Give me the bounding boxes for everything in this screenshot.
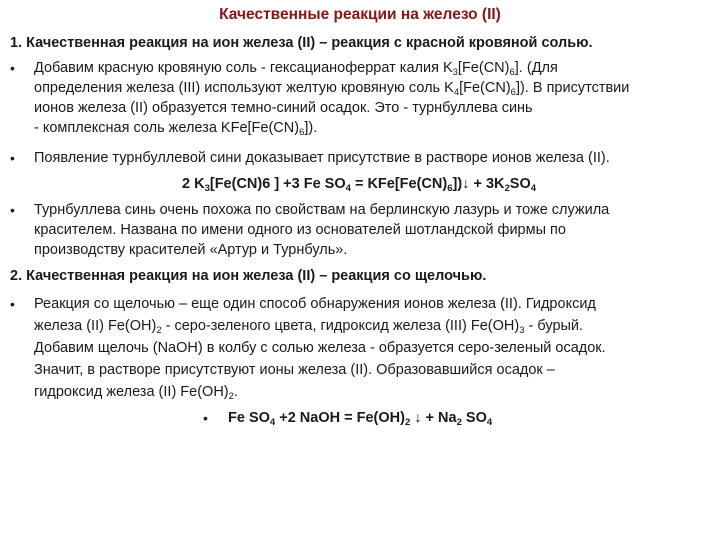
s2-p1-line5: гидроксид железа (II) $Fe(OH)_2$. bbox=[34, 384, 238, 402]
equation-2: Fe $SO_4 +2$ NaOH = $Fe(OH)_2$ ↓ + $Na_2$ $SO_4$ bbox=[228, 410, 493, 428]
section1-heading: 1. Качественная реакция на ион железа (II) – реакция с красной кровяной солью. bbox=[10, 35, 593, 51]
s1-p2-line1: Появление турнбуллевой сини доказывает присутствие в растворе ионов железа (II). bbox=[34, 150, 610, 166]
s1-p3-line2: красителем. Названа по имени одного из основателей шотландской фирмы по bbox=[34, 222, 566, 238]
section2-heading: 2. Качественная реакция на ион железа (II) – реакция со щелочью. bbox=[10, 268, 487, 284]
s2-p1-line1: Реакция со щелочью – еще один способ обнаружения ионов железа (II). Гидроксид bbox=[34, 296, 596, 312]
bullet-marker: • bbox=[203, 410, 208, 426]
s2-p1-line2: железа (II) $Fe(OH)_2$ - серо-зеленого цвета, гидроксид железа (III) $Fe(OH)_3$ - бурый. bbox=[34, 318, 584, 336]
s2-p1-line4: Значит, в растворе присутствуют ионы железа (II). Образовавшийся осадок – bbox=[34, 362, 555, 378]
bullet-marker: • bbox=[10, 202, 15, 218]
s2-p1-line3: Добавим щелочь (NaOH) в колбу с солью железа - образуется серо-зеленый осадок. bbox=[34, 340, 606, 356]
slide-title: Качественные реакции на железо (II) bbox=[219, 6, 501, 23]
s1-p3-line3: производству красителей «Артур и Турнбуль». bbox=[34, 242, 348, 258]
s1-p3-line1: Турнбуллева синь очень похожа по свойствам на берлинскую лазурь и тоже служила bbox=[34, 202, 610, 218]
bullet-marker: • bbox=[10, 150, 15, 166]
bullet-marker: • bbox=[10, 60, 15, 76]
s1-p1-line1: Добавим красную кровяную соль - гексацианоферрат калия $K_3[Fe(CN)_6]$. (Для bbox=[34, 60, 558, 78]
s1-p1-line3: ионов железа (II) образуется темно-синий осадок. Это - турнбуллева синь bbox=[34, 100, 533, 116]
s1-p1-line4: - комплексная соль железа $KFe[Fe(CN)_6]$). bbox=[34, 120, 318, 138]
bullet-marker: • bbox=[10, 296, 15, 312]
equation-1: 2 $K_3[Fe(CN)6$ ] +3 Fe $SO_4$ = $KFe[Fe(CN)_6])↓ + 3K_2SO_4$ bbox=[182, 176, 537, 194]
s1-p1-line2: определения железа (III) используют желтую кровяную соль $K_4[Fe(CN)_6]$). В присутствии bbox=[34, 80, 630, 98]
